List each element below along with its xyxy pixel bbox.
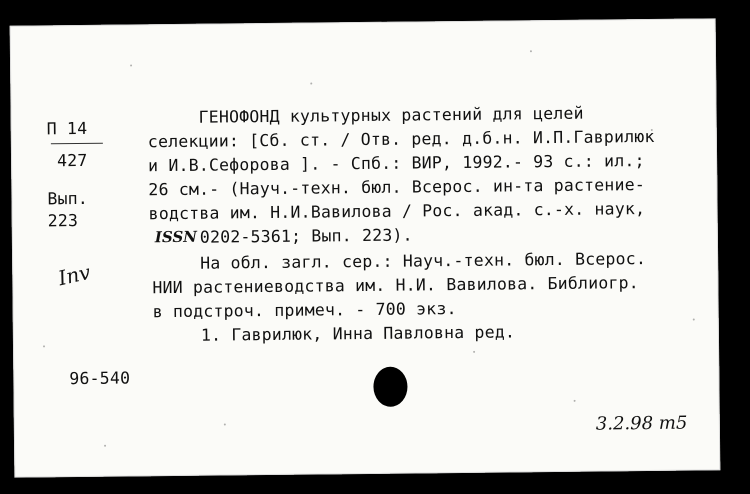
accession-number: 96-540 <box>69 368 131 389</box>
issn-handwritten: ISSN <box>154 227 198 247</box>
shelf-number: 427 <box>56 150 88 171</box>
speck <box>473 351 475 353</box>
speck <box>651 129 653 131</box>
catalog-card <box>10 18 721 477</box>
speck <box>693 319 695 321</box>
handwritten-note: 3.2.98 т5 <box>595 412 688 435</box>
body-line-4: 26 см.- (Науч.-техн. бюл. Всерос. ин-та растение- <box>148 175 646 200</box>
issue-label: Вып. <box>47 188 89 209</box>
body-line-8: НИИ растениеводства им. Н.И. Вавилова. Библиогр. <box>152 273 639 298</box>
issue-number: 223 <box>47 211 79 231</box>
shelf-divider <box>51 143 103 145</box>
speck <box>310 83 312 85</box>
signature-scribble: Inv <box>56 259 93 291</box>
speck <box>104 445 106 447</box>
body-line-3: и И.В.Сефорова ]. - Спб.: ВИР, 1992.- 93 с.: ил.; <box>148 151 645 176</box>
shelf-mark: П 14 <box>46 118 88 139</box>
speck <box>43 345 45 347</box>
speck <box>224 423 226 425</box>
card-punch-hole <box>373 367 407 407</box>
speck <box>130 64 132 66</box>
body-line-5: водства им. Н.И.Вавилова / Рос. акад. с.-х. наук, <box>148 199 646 224</box>
body-line-10: 1. Гаврилюк, Инна Павловна ред. <box>200 322 516 345</box>
body-line-6: 0202-5361; Вып. 223). <box>199 225 413 247</box>
body-line-9: в подстроч. примеч. - 700 экз. <box>152 299 457 322</box>
body-line-7: На обл. загл. сер.: Науч.-техн. бюл. Всерос. <box>200 249 647 273</box>
body-line-1: ГЕНОФОНД культурных растений для целей <box>198 103 584 127</box>
speck <box>574 400 576 402</box>
speck <box>530 50 532 52</box>
body-line-2: селекции: [Сб. ст. / Отв. ред. д.б.н. И.П.Гаврилюк <box>147 126 655 152</box>
